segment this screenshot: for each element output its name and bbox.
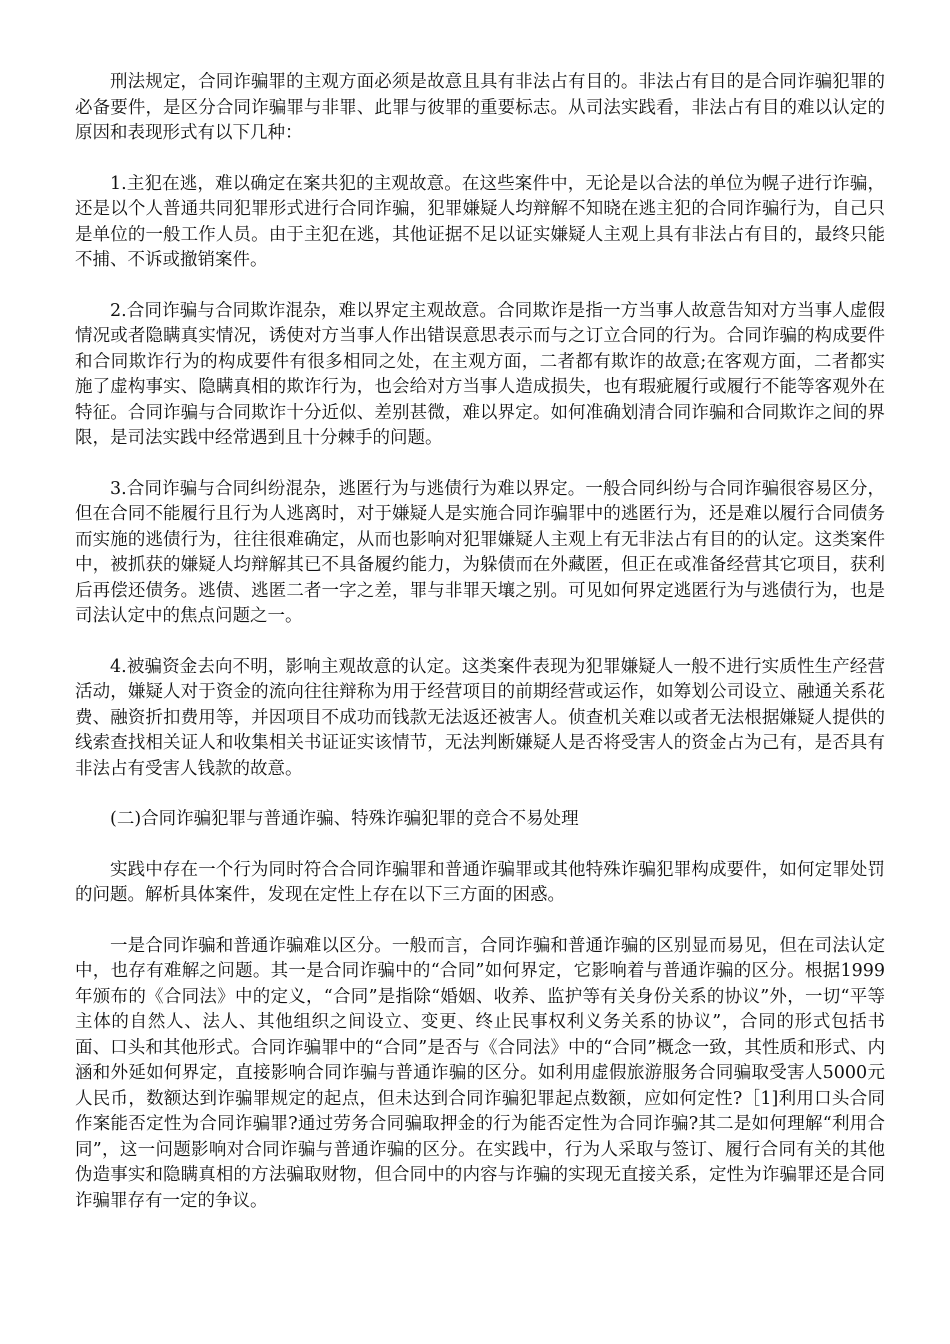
section-heading: (二)合同诈骗犯罪与普通诈骗、特殊诈骗犯罪的竞合不易处理 bbox=[110, 809, 579, 829]
paragraph-practice: 实践中存在一个行为同时符合合同诈骗罪和普通诈骗罪或其他特殊诈骗犯罪构成要件，如何定罪处罚的问题。解析具体案件，发现在定性上存在以下三方面的困惑。 bbox=[75, 859, 885, 905]
paragraph-point-1: 1.主犯在逃，难以确定在案共犯的主观故意。在这些案件中，无论是以合法的单位为幌子进行诈骗，还是以个人普通共同犯罪形式进行合同诈骗，犯罪嫌疑人均辩解不知晓在逃主犯的合同诈骗行为，自己只是单位的一般工作人员。由于主犯在逃，其他证据不足以证实嫌疑人主观上具有非法占有目的，最终只能不捕、不诉或撤销案件。 bbox=[75, 173, 885, 270]
paragraph-intro: 刑法规定，合同诈骗罪的主观方面必须是故意且具有非法占有目的。非法占有目的是合同诈骗犯罪的必备要件，是区分合同诈骗罪与非罪、此罪与彼罪的重要标志。从司法实践看，非法占有目的难以认定的原因和表现形式有以下几种： bbox=[75, 72, 885, 143]
document-body bbox=[75, 70, 885, 1239]
paragraph-point-4: 4.被骗资金去向不明，影响主观故意的认定。这类案件表现为犯罪嫌疑人一般不进行实质性生产经营活动，嫌疑人对于资金的流向往往辩称为用于经营项目的前期经营或运作，如筹划公司设立、融通关系花费、融资折扣费用等，并因项目不成功而钱款无法返还被害人。侦查机关难以或者无法根据嫌疑人提供的线索查找相关证人和收集相关书证证实该情节，无法判断嫌疑人是否将受害人的资金占为己有，是否具有非法占有受害人钱款的故意。 bbox=[75, 656, 885, 779]
paragraph-point-2: 2.合同诈骗与合同欺诈混杂，难以界定主观故意。合同欺诈是指一方当事人故意告知对方当事人虚假情况或者隐瞒真实情况，诱使对方当事人作出错误意思表示而与之订立合同的行为。合同诈骗的构成要件和合同欺诈行为的构成要件有很多相同之处，在主观方面，二者都有欺诈的故意;在客观方面，二者都实施了虚构事实、隐瞒真相的欺诈行为，也会给对方当事人造成损失，也有瑕疵履行或履行不能等客观外在特征。合同诈骗与合同欺诈十分近似、差别甚微，难以界定。如何准确划清合同诈骗和合同欺诈之间的界限，是司法实践中经常遇到且十分棘手的问题。 bbox=[75, 300, 885, 448]
paragraph-distinction: 一是合同诈骗和普通诈骗难以区分。一般而言，合同诈骗和普通诈骗的区别显而易见，但在司法认定中，也存有难解之问题。其一是合同诈骗中的“合同”如何界定，它影响着与普通诈骗的区分。根据1999年颁布的《合同法》中的定义，“合同”是指除“婚姻、收养、监护等有关身份关系的协议”外，一切“平等主体的自然人、法人、其他组织之间设立、变更、终止民事权利义务关系的协议”，合同的形式包括书面、口头和其他形式。合同诈骗罪中的“合同”是否与《合同法》中的“合同”概念一致，其性质和形式、内涵和外延如何界定，直接影响合同诈骗与普通诈骗的区分。如利用虚假旅游服务合同骗取受害人5000元人民币，数额达到诈骗罪规定的起点，但未达到合同诈骗犯罪起点数额，应如何定性?［1]利用口头合同作案能否定性为合同诈骗罪?通过劳务合同骗取押金的行为能否定性为合同诈骗?其二是如何理解“利用合同”，这一问题影响对合同诈骗与普通诈骗的区分。在实践中，行为人采取与签订、履行合同有关的其他伪造事实和隐瞒真相的方法骗取财物，但合同中的内容与诈骗的实现无直接关系，定性为诈骗罪还是合同诈骗罪存有一定的争议。 bbox=[75, 935, 885, 1211]
paragraph-point-3: 3.合同诈骗与合同纠纷混杂，逃匿行为与逃债行为难以界定。一般合同纠纷与合同诈骗很容易区分，但在合同不能履行且行为人逃离时，对于嫌疑人是实施合同诈骗罪中的逃匿行为，还是难以履行合同债务而实施的逃债行为，往往很难确定，从而也影响对犯罪嫌疑人主观上有无非法占有目的的认定。这类案件中，被抓获的嫌疑人均辩解其已不具备履约能力，为躲债而在外藏匿，但正在或准备经营其它项目，获利后再偿还债务。逃债、逃匿二者一字之差，罪与非罪天壤之别。可见如何界定逃匿行为与逃债行为，也是司法认定中的焦点问题之一。 bbox=[75, 478, 885, 626]
